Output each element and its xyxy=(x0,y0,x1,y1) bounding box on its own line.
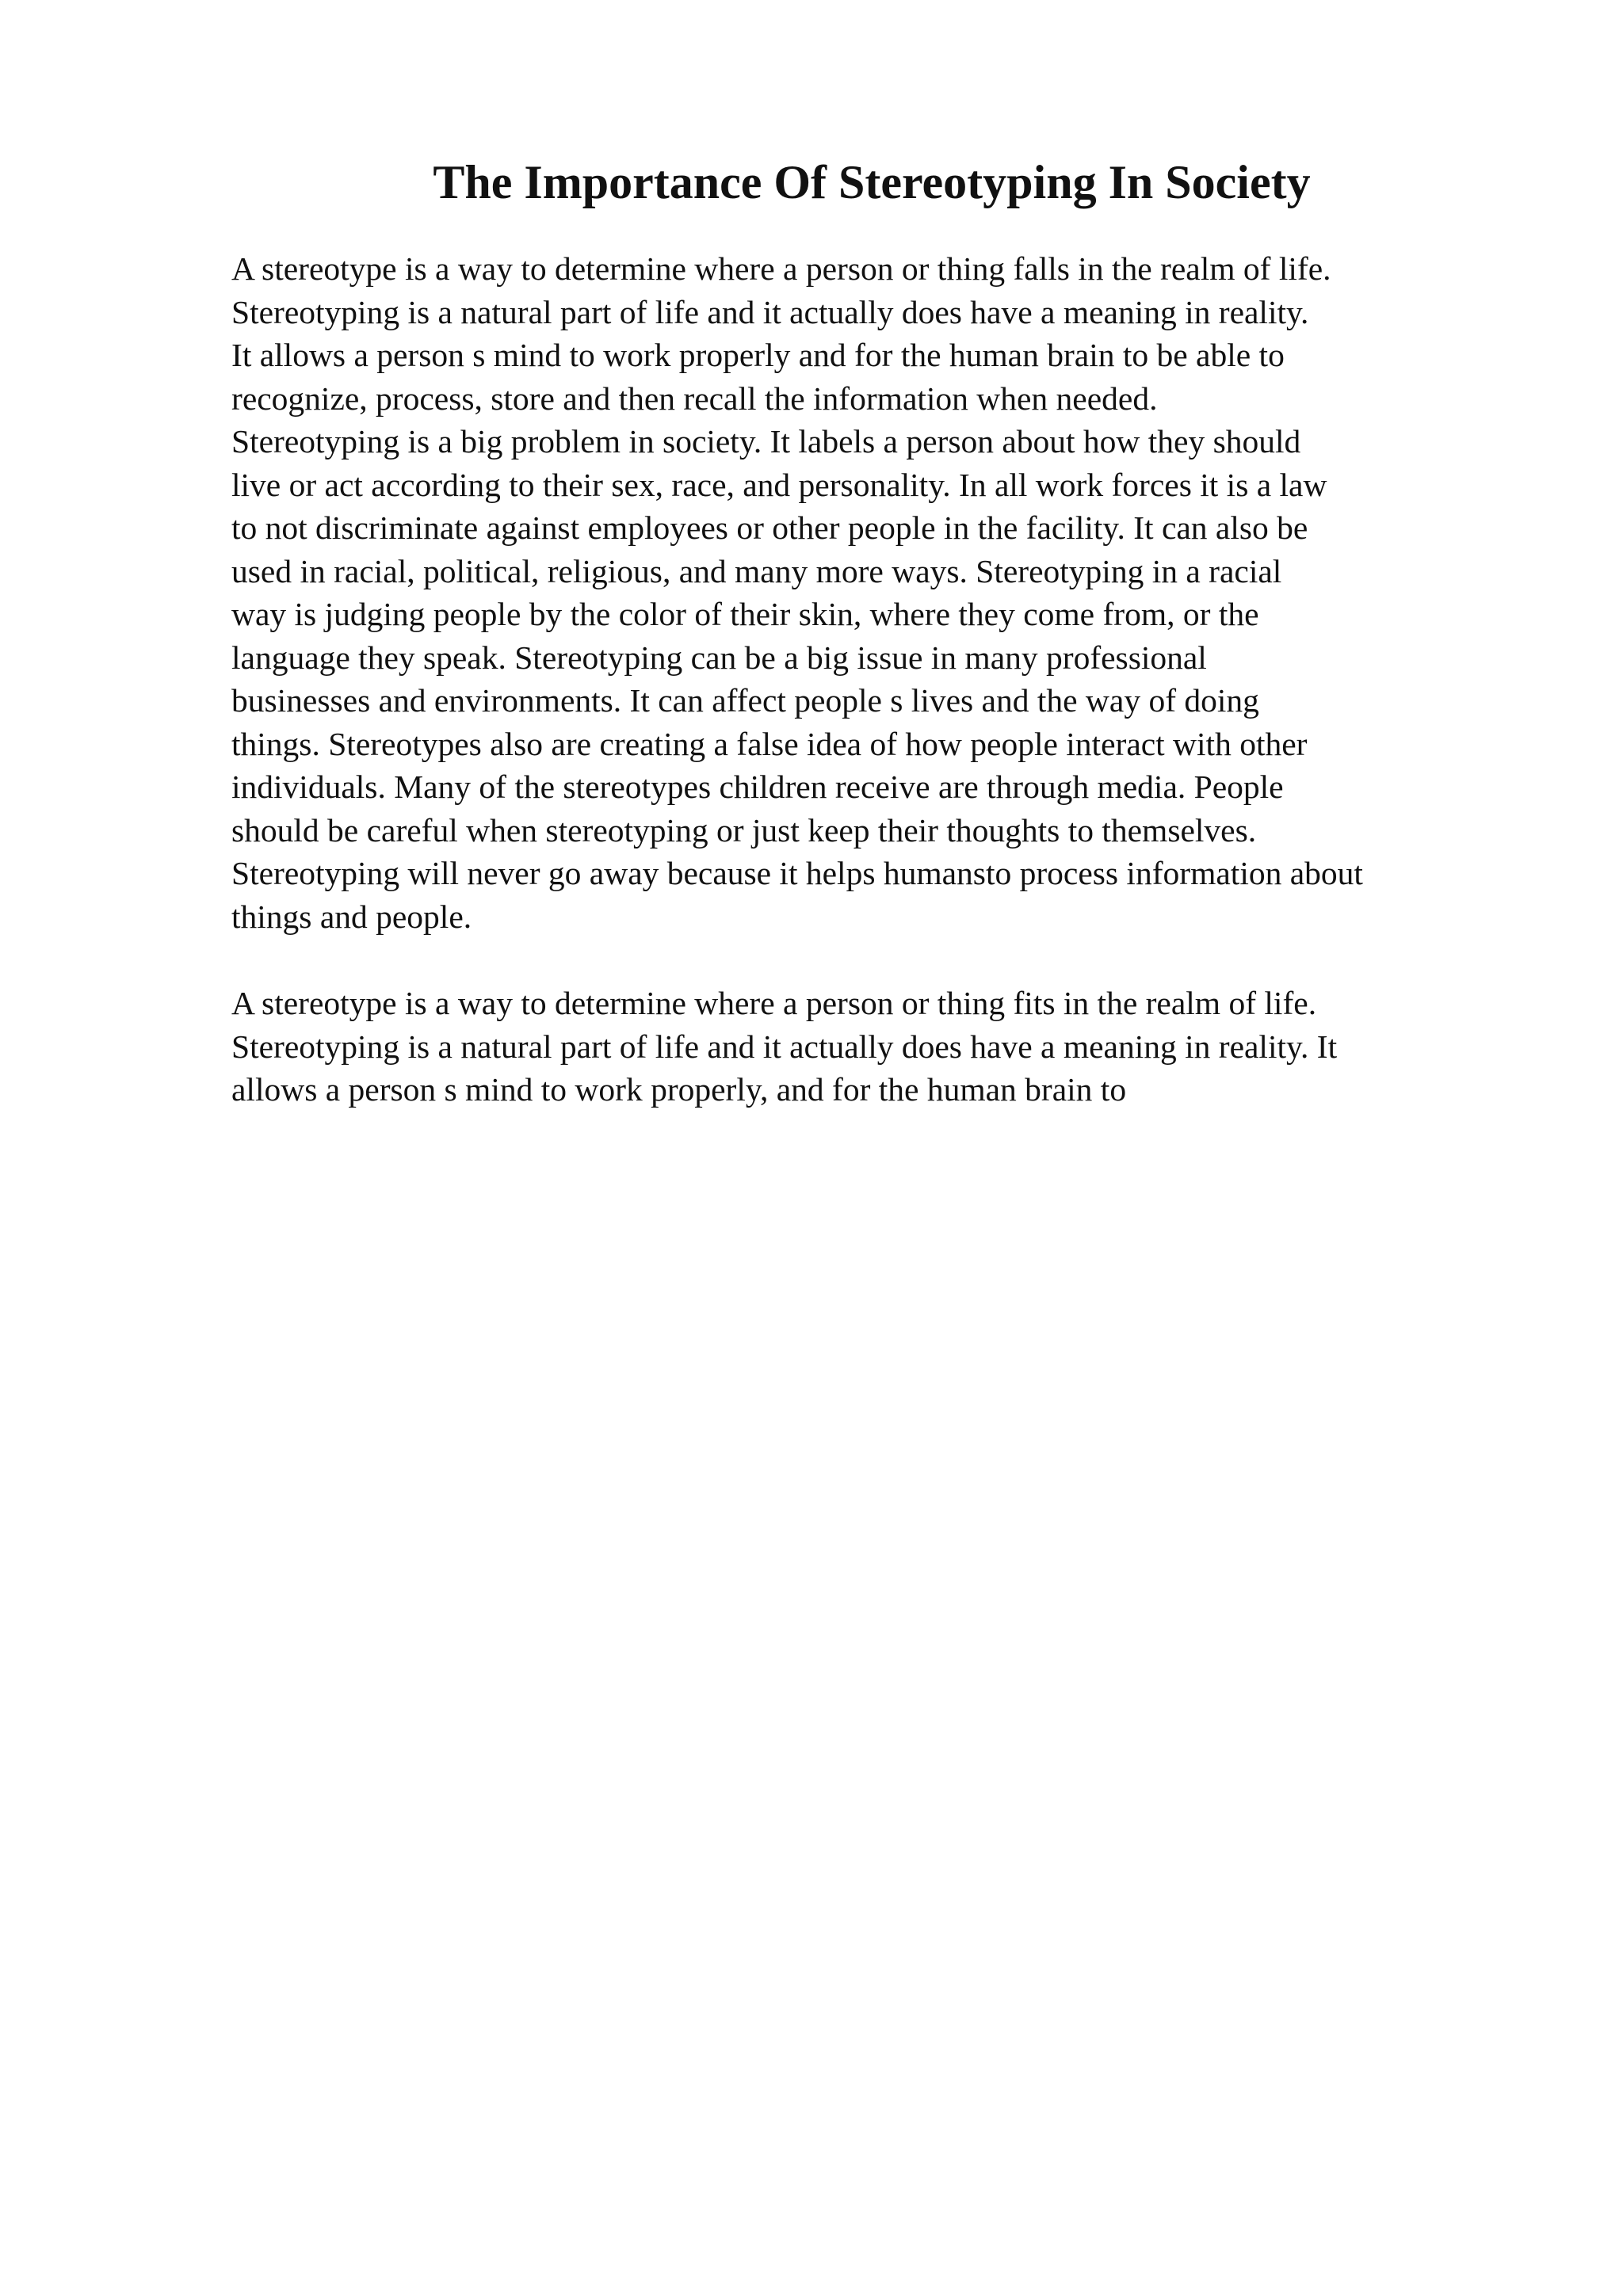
paragraph-line: to not discriminate against employees or other people in the facility. It can also be xyxy=(231,509,1308,546)
paragraph-line: A stereotype is a way to determine where a person or thing fits in the realm of life. xyxy=(231,985,1317,1021)
paragraph-line: Stereotyping is a big problem in society. It labels a person about how they should xyxy=(231,423,1301,460)
paragraph-line: A stereotype is a way to determine where a person or thing falls in the realm of life. xyxy=(231,250,1331,287)
paragraph-line: should be careful when stereotyping or just keep their thoughts to themselves. xyxy=(231,811,1257,849)
paragraph-line: Stereotyping will never go away because it helps humansto process information about xyxy=(231,855,1363,891)
paragraph-line: allows a person s mind to work properly, and for the human brain to xyxy=(231,1071,1127,1108)
document-title: The Importance Of Stereotyping In Society xyxy=(433,156,1311,208)
paragraph-line: things. Stereotypes also are creating a false idea of how people interact with other xyxy=(231,725,1308,762)
paragraph-line: recognize, process, store and then recall the information when needed. xyxy=(231,379,1158,417)
paragraph-line: businesses and environments. It can affect people s lives and the way of doing xyxy=(231,682,1259,719)
paragraph-line: way is judging people by the color of their skin, where they come from, or the xyxy=(231,596,1259,632)
paragraph-1 xyxy=(231,247,1594,938)
paragraph-2 xyxy=(231,982,1594,1112)
paragraph-line: used in racial, political, religious, and many more ways. Stereotyping in a racial xyxy=(231,552,1282,589)
paragraph-line: live or act according to their sex, race, and personality. In all work forces it is a law xyxy=(231,466,1327,503)
paragraph-line: Stereotyping is a natural part of life and it actually does have a meaning in reality. It xyxy=(231,1028,1338,1065)
paragraph-line: things and people. xyxy=(231,898,472,935)
paragraph-line: individuals. Many of the stereotypes children receive are through media. People xyxy=(231,769,1284,805)
paragraph-line: Stereotyping is a natural part of life and it actually does have a meaning in reality. xyxy=(231,293,1309,330)
paragraph-line: language they speak. Stereotyping can be a big issue in many professional xyxy=(231,639,1207,676)
paragraph-line: It allows a person s mind to work properly and for the human brain to be able to xyxy=(231,337,1285,373)
